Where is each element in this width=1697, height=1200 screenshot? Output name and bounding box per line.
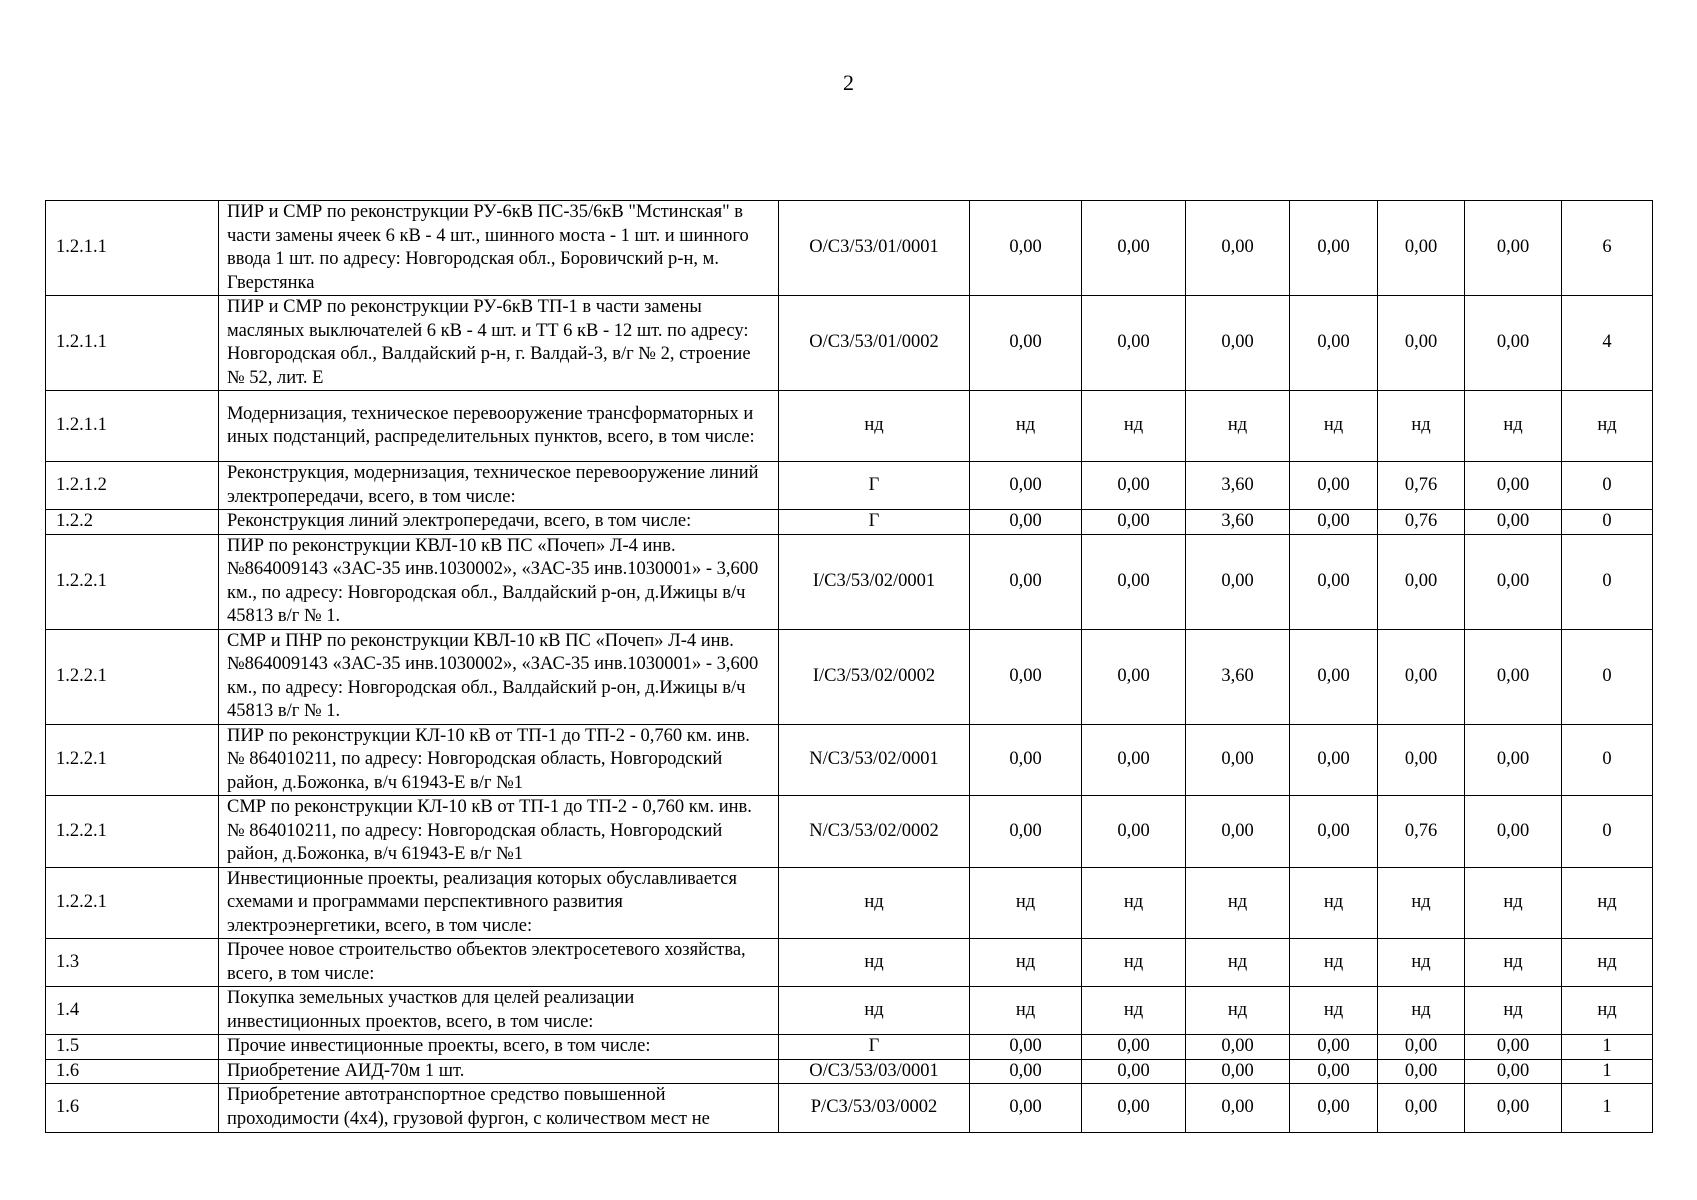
row-value-4: 0,00 [1290,296,1378,391]
row-value-6: нд [1465,939,1562,987]
row-value-6: 0,00 [1465,462,1562,510]
row-value-4: 0,00 [1290,510,1378,535]
row-code: 1.2.2.1 [46,629,219,724]
row-value-4: 0,00 [1290,201,1378,296]
row-value-2: 0,00 [1082,629,1186,724]
row-value-5: 0,00 [1378,296,1465,391]
row-name: Прочее новое строительство объектов электросетевого хозяйства, всего, в том числе: [219,939,779,987]
table-row [46,939,1653,987]
row-value-3: 0,00 [1186,534,1290,629]
row-value-6: 0,00 [1465,296,1562,391]
row-name: Прочие инвестиционные проекты, всего, в том числе: [219,1035,779,1060]
row-value-4: 0,00 [1290,724,1378,796]
row-value-1: 0,00 [970,1035,1082,1060]
table-row [46,1084,1653,1133]
row-code: 1.2.1.1 [46,391,219,462]
row-value-5: 0,76 [1378,462,1465,510]
row-id: Г [779,462,970,510]
row-value-3: нд [1186,867,1290,939]
row-name: Покупка земельных участков для целей реализации инвестиционных проектов, всего, в том числе: [219,987,779,1035]
table-row [46,201,1653,296]
row-code: 1.2.1.1 [46,201,219,296]
row-value-5: нд [1378,987,1465,1035]
row-value-1: нд [970,391,1082,462]
investment-table [45,200,1653,1133]
row-value-6: 0,00 [1465,629,1562,724]
row-value-3: 0,00 [1186,296,1290,391]
row-value-2: 0,00 [1082,534,1186,629]
row-value-6: 0,00 [1465,510,1562,535]
row-value-1: 0,00 [970,629,1082,724]
row-id: I/C3/53/02/0001 [779,534,970,629]
row-value-3: нд [1186,939,1290,987]
row-code: 1.2.1.1 [46,296,219,391]
row-value-7: 4 [1562,296,1653,391]
table-row [46,462,1653,510]
row-name: СМР и ПНР по реконструкции КВЛ-10 кВ ПС «Почеп» Л-4 инв. №864009143 «ЗАС-35 инв.1030002», «ЗАС-35 инв.1030001» - 3,600 км., по адресу: Новгородская обл., Валдайский р-он, д.Ижицы в/ч 45813 в/г № 1. [219,629,779,724]
row-name: Реконструкция, модернизация, техническое перевооружение линий электропередачи, всего, в том числе: [219,462,779,510]
row-value-2: 0,00 [1082,1084,1186,1133]
row-value-2: 0,00 [1082,796,1186,868]
row-value-4: нд [1290,391,1378,462]
row-name: Приобретение АИД-70м 1 шт. [219,1059,779,1084]
row-id: O/C3/53/03/0001 [779,1059,970,1084]
row-value-3: 0,00 [1186,724,1290,796]
row-id: нд [779,867,970,939]
row-value-6: 0,00 [1465,1035,1562,1060]
table-row [46,987,1653,1035]
row-value-4: 0,00 [1290,534,1378,629]
row-id: O/C3/53/01/0001 [779,201,970,296]
row-value-1: 0,00 [970,296,1082,391]
row-value-7: 6 [1562,201,1653,296]
row-value-7: 0 [1562,629,1653,724]
row-value-6: 0,00 [1465,1084,1562,1133]
row-name: ПИР по реконструкции КЛ-10 кВ от ТП-1 до ТП-2 - 0,760 км. инв. № 864010211, по адресу: Новгородская область, Новгородский район, д.Божонка, в/ч 61943-Е в/г №1 [219,724,779,796]
row-value-1: 0,00 [970,724,1082,796]
table-row [46,629,1653,724]
row-name-text: Приобретение автотранспортное средство повышенной проходимости (4х4), грузовой фургон, с количеством мест не [227,1085,710,1129]
row-id: нд [779,987,970,1035]
row-name: Реконструкция линий электропередачи, всего, в том числе: [219,510,779,535]
row-value-1: 0,00 [970,510,1082,535]
row-id: нд [779,939,970,987]
row-value-6: нд [1465,391,1562,462]
table-row [46,296,1653,391]
row-value-5: нд [1378,391,1465,462]
row-value-5: 0,00 [1378,1084,1465,1133]
row-value-7: нд [1562,987,1653,1035]
row-value-1: 0,00 [970,1084,1082,1133]
row-name: Инвестиционные проекты, реализация которых обуславливается схемами и программами перспективного развития электроэнергетики, всего, в том числе: [219,867,779,939]
row-value-3: 3,60 [1186,510,1290,535]
row-value-3: 0,00 [1186,1035,1290,1060]
row-code: 1.6 [46,1084,219,1133]
row-name: СМР по реконструкции КЛ-10 кВ от ТП-1 до ТП-2 - 0,760 км. инв. № 864010211, по адресу: Новгородская область, Новгородский район, д.Божонка, в/ч 61943-Е в/г №1 [219,796,779,868]
row-value-6: 0,00 [1465,1059,1562,1084]
page-number: 2 [843,70,854,95]
row-value-5: 0,00 [1378,534,1465,629]
row-value-4: 0,00 [1290,629,1378,724]
row-value-2: 0,00 [1082,296,1186,391]
row-id: I/C3/53/02/0002 [779,629,970,724]
row-code: 1.3 [46,939,219,987]
row-value-6: нд [1465,867,1562,939]
row-id: N/C3/53/02/0001 [779,724,970,796]
row-name: ПИР и СМР по реконструкции РУ-6кВ ПС-35/6кВ "Мстинская" в части замены ячеек 6 кВ - 4 шт., шинного моста - 1 шт. и шинного ввода 1 шт. по адресу: Новгородская обл., Боровичский р-н, м. Гверстянка [219,201,779,296]
row-value-6: 0,00 [1465,724,1562,796]
row-name [219,1084,779,1133]
row-value-2: 0,00 [1082,724,1186,796]
row-value-4: нд [1290,987,1378,1035]
row-value-7: 0 [1562,796,1653,868]
row-value-2: 0,00 [1082,462,1186,510]
row-value-2: 0,00 [1082,1059,1186,1084]
row-id: нд [779,391,970,462]
row-value-4: 0,00 [1290,796,1378,868]
row-value-1: нд [970,939,1082,987]
row-code: 1.2.1.2 [46,462,219,510]
row-value-1: 0,00 [970,534,1082,629]
row-value-4: 0,00 [1290,1059,1378,1084]
row-value-3: 0,00 [1186,201,1290,296]
row-value-4: 0,00 [1290,1084,1378,1133]
table-row [46,510,1653,535]
row-code: 1.2.2.1 [46,724,219,796]
row-value-5: 0,00 [1378,629,1465,724]
row-value-3: 3,60 [1186,629,1290,724]
row-value-2: 0,00 [1082,510,1186,535]
row-value-6: нд [1465,987,1562,1035]
row-value-2: нд [1082,867,1186,939]
row-name: ПИР по реконструкции КВЛ-10 кВ ПС «Почеп» Л-4 инв. №864009143 «ЗАС-35 инв.1030002», «ЗАС-35 инв.1030001» - 3,600 км., по адресу: Новгородская обл., Валдайский р-он, д.Ижицы в/ч 45813 в/г № 1. [219,534,779,629]
row-value-3: нд [1186,987,1290,1035]
row-value-4: нд [1290,939,1378,987]
row-value-7: 1 [1562,1059,1653,1084]
row-value-7: 0 [1562,462,1653,510]
table-row [46,867,1653,939]
row-name: Модернизация, техническое перевооружение трансформаторных и иных подстанций, распределительных пунктов, всего, в том числе: [219,391,779,462]
row-code: 1.6 [46,1059,219,1084]
row-value-2: 0,00 [1082,1035,1186,1060]
row-value-2: 0,00 [1082,201,1186,296]
row-value-5: нд [1378,939,1465,987]
row-value-6: 0,00 [1465,201,1562,296]
row-id: Г [779,510,970,535]
row-value-3: 3,60 [1186,462,1290,510]
row-value-1: нд [970,987,1082,1035]
row-value-7: 0 [1562,510,1653,535]
row-value-2: нд [1082,391,1186,462]
table-row [46,534,1653,629]
row-value-7: нд [1562,391,1653,462]
row-value-6: 0,00 [1465,796,1562,868]
row-value-7: 0 [1562,724,1653,796]
table-row [46,796,1653,868]
row-name: ПИР и СМР по реконструкции РУ-6кВ ТП-1 в части замены масляных выключателей 6 кВ - 4 шт. и ТТ 6 кВ - 12 шт. по адресу: Новгородская обл., Валдайский р-н, г. Валдай-3, в/г № 2, строение № 52, лит. Е [219,296,779,391]
row-id: O/C3/53/01/0002 [779,296,970,391]
row-value-4: нд [1290,867,1378,939]
row-value-1: 0,00 [970,462,1082,510]
table-row [46,724,1653,796]
row-value-7: 0 [1562,534,1653,629]
row-code: 1.2.2.1 [46,796,219,868]
row-value-3: 0,00 [1186,796,1290,868]
row-value-7: нд [1562,939,1653,987]
row-value-7: 1 [1562,1035,1653,1060]
row-value-5: 0,76 [1378,796,1465,868]
row-value-1: 0,00 [970,201,1082,296]
row-value-2: нд [1082,939,1186,987]
table-row [46,1059,1653,1084]
row-value-1: 0,00 [970,1059,1082,1084]
row-value-6: 0,00 [1465,534,1562,629]
table-row [46,1035,1653,1060]
row-value-3: нд [1186,391,1290,462]
row-code: 1.2.2.1 [46,534,219,629]
row-value-1: нд [970,867,1082,939]
row-code: 1.4 [46,987,219,1035]
row-value-5: 0,00 [1378,201,1465,296]
row-value-4: 0,00 [1290,462,1378,510]
row-value-5: 0,00 [1378,1059,1465,1084]
row-code: 1.2.2 [46,510,219,535]
row-id: N/C3/53/02/0002 [779,796,970,868]
row-value-5: 0,00 [1378,1035,1465,1060]
row-code: 1.2.2.1 [46,867,219,939]
row-value-3: 0,00 [1186,1084,1290,1133]
row-code: 1.5 [46,1035,219,1060]
row-value-4: 0,00 [1290,1035,1378,1060]
row-value-1: 0,00 [970,796,1082,868]
row-value-7: 1 [1562,1084,1653,1133]
row-value-3: 0,00 [1186,1059,1290,1084]
row-value-5: 0,76 [1378,510,1465,535]
row-id: P/C3/53/03/0002 [779,1084,970,1133]
table-row [46,391,1653,462]
row-value-5: нд [1378,867,1465,939]
row-id: Г [779,1035,970,1060]
row-value-2: нд [1082,987,1186,1035]
row-value-7: нд [1562,867,1653,939]
row-value-5: 0,00 [1378,724,1465,796]
